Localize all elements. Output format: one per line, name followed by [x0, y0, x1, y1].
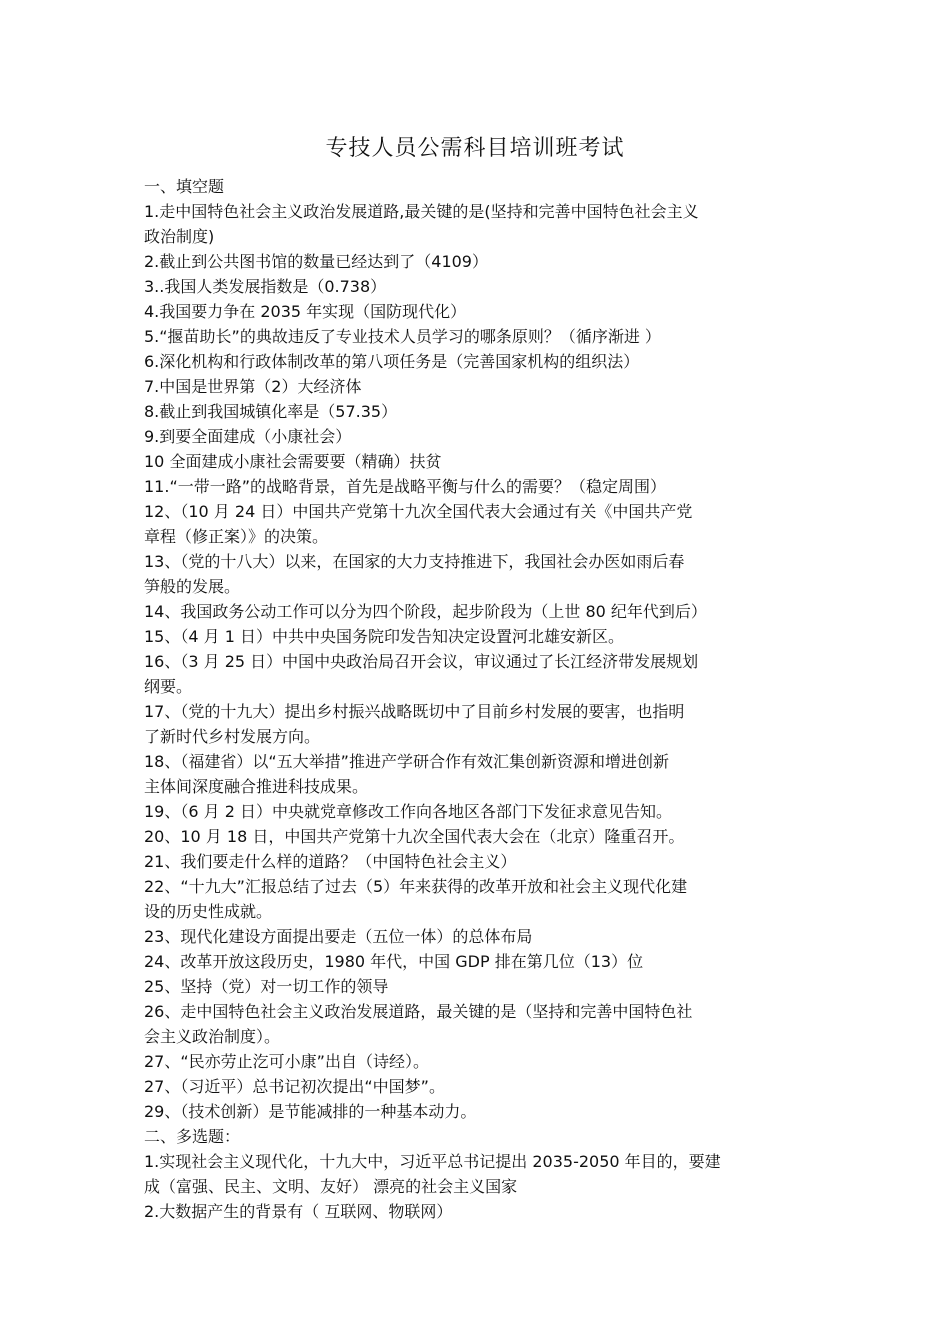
multiple-choice-question-list [144, 1149, 814, 1224]
fill-in-question [144, 324, 814, 349]
fill-in-question [144, 424, 814, 449]
question-text-line: 13、（党的十八大）以来，在国家的大力支持推进下，我国社会办医如雨后春 [144, 552, 685, 571]
question-text-line: 设的历史性成就。 [144, 902, 273, 921]
question-text-line: 19、（6 月 2 日）中央就党章修改工作向各地区各部门下发征求意见告知。 [144, 802, 672, 821]
question-text-line: 2.大数据产生的背景有（ 互联网、物联网） [144, 1202, 453, 1221]
question-text-line: 22、“十九大”汇报总结了过去（5）年来获得的改革开放和社会主义现代化建 [144, 877, 688, 896]
question-text-line: 9.到要全面建成（小康社会） [144, 427, 352, 446]
question-text-line: 17、（党的十九大）提出乡村振兴战略既切中了目前乡村发展的要害，也指明 [144, 702, 685, 721]
fill-in-question [144, 999, 814, 1049]
fill-in-question [144, 499, 814, 549]
fill-in-question [144, 749, 814, 799]
question-text-line: 24、改革开放这段历史，1980 年代，中国 GDP 排在第几位（13）位 [144, 952, 644, 971]
fill-in-question [144, 624, 814, 649]
fill-in-question [144, 949, 814, 974]
question-text-line: 了新时代乡村发展方向。 [144, 727, 321, 746]
fill-in-question [144, 1074, 814, 1099]
question-text-line: 1.实现社会主义现代化，十九大中，习近平总书记提出 2035-2050 年目的，要建 [144, 1152, 721, 1171]
fill-in-question [144, 874, 814, 924]
fill-in-question [144, 349, 814, 374]
question-text-line: 7.中国是世界第（2）大经济体 [144, 377, 362, 396]
fill-in-question [144, 549, 814, 599]
question-text-line: 14、我国政务公动工作可以分为四个阶段，起步阶段为（上世 80 纪年代到后） [144, 602, 707, 621]
fill-in-question [144, 449, 814, 474]
fill-in-question [144, 1049, 814, 1074]
question-text-line: 27、（习近平）总书记初次提出“中国梦”。 [144, 1077, 445, 1096]
multiple-choice-question [144, 1199, 814, 1224]
section-heading-multiple-choice: 二、多选题： [144, 1127, 241, 1146]
question-text-line: 10 全面建成小康社会需要要（精确）扶贫 [144, 452, 442, 471]
question-text-line: 4.我国要力争在 2035 年实现（国防现代化） [144, 302, 467, 321]
question-text-line: 1.走中国特色社会主义政治发展道路,最关键的是(坚持和完善中国特色社会主义 [144, 202, 699, 221]
fill-in-question [144, 599, 814, 624]
fill-in-question [144, 249, 814, 274]
fill-in-question [144, 924, 814, 949]
question-text-line: 纲要。 [144, 677, 193, 696]
question-text-line: 12、（10 月 24 日）中国共产党第十九次全国代表大会通过有关《中国共产党 [144, 502, 693, 521]
question-text-line: 16、（3 月 25 日）中国中央政治局召开会议，审议通过了长江经济带发展规划 [144, 652, 699, 671]
question-text-line: 笋般的发展。 [144, 577, 241, 596]
fill-in-question [144, 299, 814, 324]
question-text-line: 章程（修正案）》的决策。 [144, 527, 329, 546]
question-text-line: 5.“揠苗助长”的典故违反了专业技术人员学习的哪条原则？（循序渐进 ） [144, 327, 661, 346]
document-title: 专技人员公需科目培训班考试 [325, 136, 625, 161]
section-heading-fill-in: 一、填空题 [144, 177, 225, 196]
fill-in-question [144, 974, 814, 999]
question-text-line: 25、坚持（党）对一切工作的领导 [144, 977, 389, 996]
question-text-line: 11.“一带一路”的战略背景，首先是战略平衡与什么的需要？（稳定周围） [144, 477, 667, 496]
question-text-line: 主体间深度融合推进科技成果。 [144, 777, 369, 796]
fill-in-question-list [144, 199, 814, 1124]
question-text-line: 27、“民亦劳止汔可小康”出自（诗经）。 [144, 1052, 429, 1071]
question-text-line: 6.深化机构和行政体制改革的第八项任务是（完善国家机构的组织法） [144, 352, 640, 371]
question-text-line: 成（富强、民主、文明、友好） 漂亮的社会主义国家 [144, 1177, 518, 1196]
fill-in-question [144, 274, 814, 299]
fill-in-question [144, 824, 814, 849]
question-text-line: 20、10 月 18 日，中国共产党第十九次全国代表大会在（北京）隆重召开。 [144, 827, 685, 846]
question-text-line: 15、（4 月 1 日）中共中央国务院印发告知决定设置河北雄安新区。 [144, 627, 624, 646]
question-text-line: 政治制度) [144, 227, 215, 246]
question-text-line: 23、现代化建设方面提出要走（五位一体）的总体布局 [144, 927, 533, 946]
document-body [144, 174, 814, 1224]
question-text-line: 29、（技术创新）是节能减排的一种基本动力。 [144, 1102, 477, 1121]
fill-in-question [144, 699, 814, 749]
fill-in-question [144, 849, 814, 874]
fill-in-question [144, 399, 814, 424]
multiple-choice-question [144, 1149, 814, 1199]
question-text-line: 2.截止到公共图书馆的数量已经达到了（4109） [144, 252, 488, 271]
question-text-line: 3..我国人类发展指数是（0.738） [144, 277, 387, 296]
question-text-line: 8.截止到我国城镇化率是（57.35） [144, 402, 398, 421]
fill-in-question [144, 1099, 814, 1124]
fill-in-question [144, 374, 814, 399]
fill-in-question [144, 474, 814, 499]
question-text-line: 会主义政治制度）。 [144, 1027, 281, 1046]
fill-in-question [144, 199, 814, 249]
fill-in-question [144, 649, 814, 699]
fill-in-question [144, 799, 814, 824]
question-text-line: 21、我们要走什么样的道路？（中国特色社会主义） [144, 852, 517, 871]
question-text-line: 26、走中国特色社会主义政治发展道路，最关键的是（坚持和完善中国特色社 [144, 1002, 693, 1021]
question-text-line: 18、（福建省）以“五大举措”推进产学研合作有效汇集创新资源和增进创新 [144, 752, 669, 771]
